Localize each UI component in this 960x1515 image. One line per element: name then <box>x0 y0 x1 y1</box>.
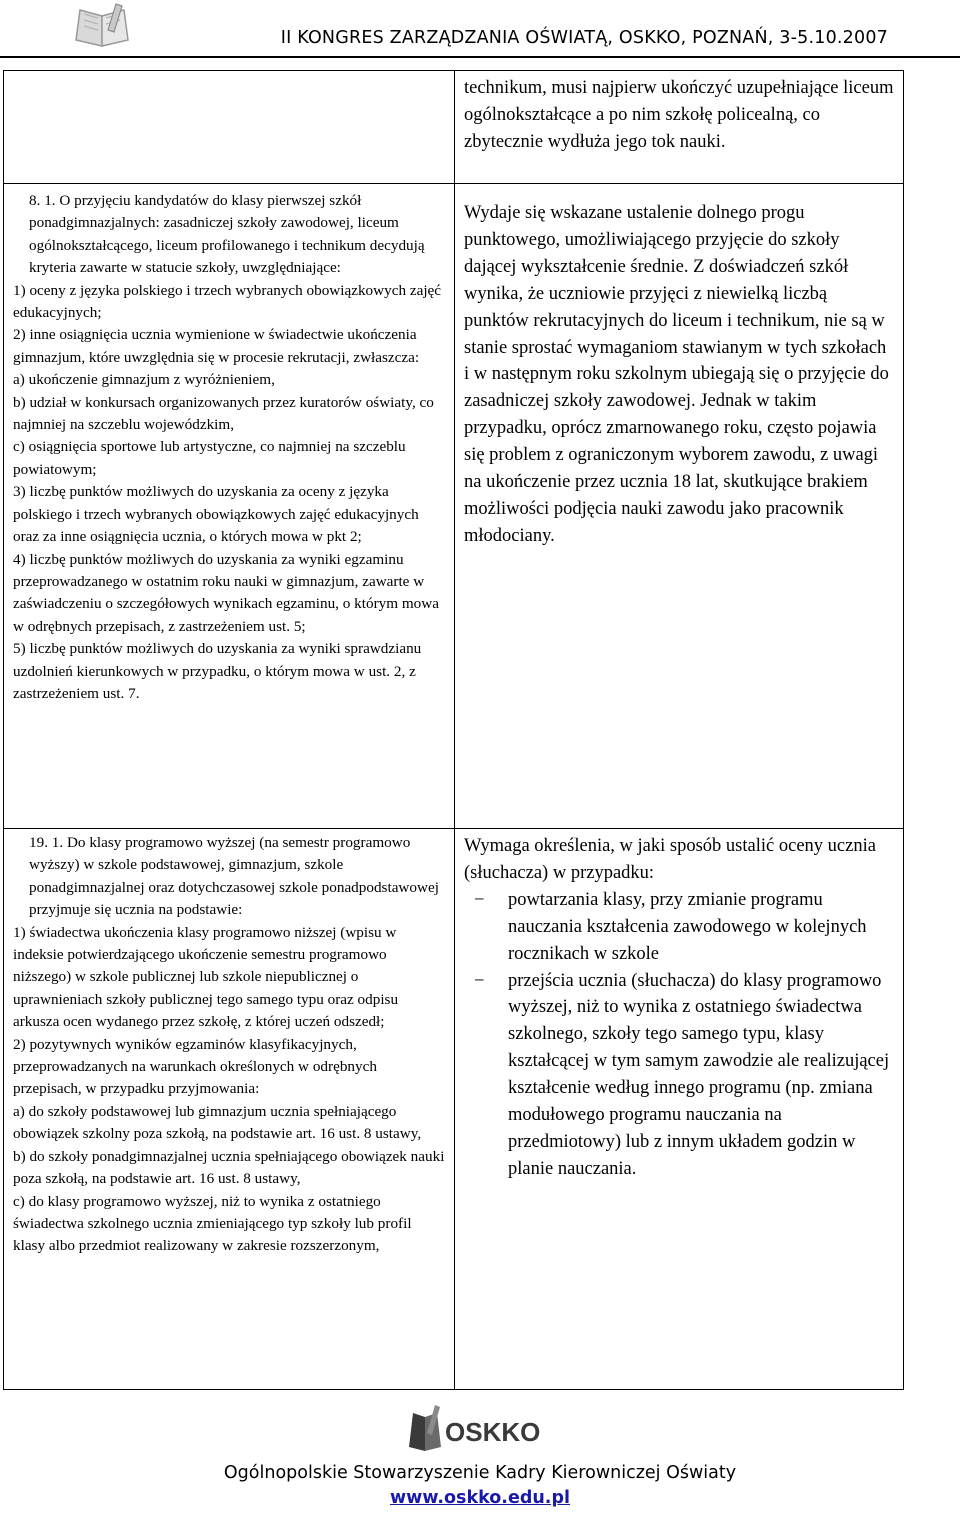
cell-text: technikum, musi najpierw ukończyć uzupełniające liceum ogólnokształcące a po nim szkołę policealną, co zbytecznie wydłuża jego tok nauki. <box>464 78 894 152</box>
list-item: − powtarzania klasy, przy zmianie programu nauczania kształcenia zawodowego w kolejnych rocznikach w szkole <box>464 887 895 968</box>
footer-website-link[interactable]: www.oskko.edu.pl <box>390 1488 570 1508</box>
table-cell-right <box>455 829 904 1390</box>
paragraph: c) do klasy programowo wyższej, niż to wynika z ostatniego świadectwa szkolnego ucznia zmieniającego typ szkoły lub profil klasy albo przedmiot realizowany w zakresie rozszerzonym, <box>13 1192 412 1255</box>
dash-list <box>464 887 895 1183</box>
paragraph: 3) liczbę punktów możliwych do uzyskania za oceny z języka polskiego i trzech wybranych obowiązkowych zajęć edukacyjnych oraz za inne osiągnięcia ucznia, o których mowa w pkt 2; <box>13 483 419 546</box>
paragraph: 5) liczbę punktów możliwych do uzyskania za wyniki sprawdzianu uzdolnień kierunkowych w przypadku, o którym mowa w ust. 2, z zastrzeżeniem ust. 7. <box>13 640 422 702</box>
paragraph: b) do szkoły ponadgimnazjalnej ucznia spełniającego obowiązek nauki poza szkołą, na podstawie art. 16 ust. 8 ustawy, <box>13 1147 445 1188</box>
paragraph: a) do szkoły podstawowej lub gimnazjum ucznia spełniającego obowiązek szkolny poza szkołą, na podstawie art. 16 ust. 8 ustawy, <box>13 1102 422 1143</box>
paragraph: c) osiągnięcia sportowe lub artystyczne, co najmniej na szczeblu powiatowym; <box>13 438 406 478</box>
table-cell-left <box>4 829 455 1390</box>
header-divider <box>0 56 960 58</box>
cell-intro: Wymaga określenia, w jaki sposób ustalić oceny ucznia (słuchacza) w przypadku: <box>464 836 876 883</box>
page-header <box>0 0 960 60</box>
cell-text: Wydaje się wskazane ustalenie dolnego progu punktowego, umożliwiającego przyjęcie do szkoły dającej wykształcenie średnie. Z doświadczeń szkół wynika, że uczniowie przyjęci z niewielką liczbą punktów rekrutacyjnych do liceum i technikum, nie są w stanie sprostać wymaganiom stawianym w tych szkołach i w następnym roku szkolnym ubiegają się o przyjęcie do zasadniczej szkoły zawodowej. Jednak w takim przypadku, oprócz zmarnowanego roku, często pojawia się problem z ograniczonym wyborem zawodu, z uwagi na ukończenie przez ucznia 18 lat, skutkujące brakiem możliwości podjęcia nauki zawodu jako pracownik młodociany. <box>464 203 889 546</box>
table-row <box>4 71 904 184</box>
footer-organization: Ogólnopolskie Stowarzyszenie Kadry Kierowniczej Oświaty <box>223 1463 737 1483</box>
list-item: − przejścia ucznia (słuchacza) do klasy programowo wyższej, niż to wynika z ostatniego świadectwa szkolnego, szkoły tego samego typu, klasy kształcącej w tym samym zawodzie ale realizującej kształcenie według innego programu (np. zmiana modułowego programu nauczania na przedmiotowy) lub z innym układem godzin w planie nauczania. <box>464 968 895 1183</box>
table-row <box>4 184 904 829</box>
paragraph: 19. 1. Do klasy programowo wyższej (na semestr programowo wyższy) w szkole podstawowej, gimnazjum, szkole ponadgimnazjalnej oraz dotychczasowej szkole ponadpodstawowej przyjmuje się ucznia na podstawie: <box>29 834 439 919</box>
paragraph: 2) inne osiągnięcia ucznia wymienione w świadectwie ukończenia gimnazjum, które uwzględnia się w procesie rekrutacji, zwłaszcza: <box>13 326 420 366</box>
table-cell-left <box>4 184 455 829</box>
paragraph: 1) świadectwa ukończenia klasy programowo niższej (wpisu w indeksie potwierdzającego ukończenie semestru programowo niższego) w szkole publicznej lub szkole niepublicznej o uprawnieniach szkoły publicznej tego samego typu oraz odpisu arkusza ocen wydanego przez szkołę, z której uczeń odszedł; <box>13 923 399 1031</box>
oskko-logo <box>405 1403 545 1453</box>
paragraph: 2) pozytywnych wyników egzaminów klasyfikacyjnych, przeprowadzanych na warunkach określonych w odrębnych przepisach, w przypadku przyjmowania: <box>13 1035 377 1098</box>
paragraph: 1) oceny z języka polskiego i trzech wybranych obowiązkowych zajęć edukacyjnych; <box>13 281 442 322</box>
table-cell-right <box>455 184 904 829</box>
book-logo-icon <box>70 0 136 48</box>
table-cell-right <box>455 71 904 184</box>
table-cell-left <box>4 71 455 184</box>
comparison-table <box>3 70 904 1390</box>
paragraph: b) udział w konkursach organizowanych przez kuratorów oświaty, co najmniej na szczeblu wojewódzkim, <box>13 393 434 434</box>
paragraph: 8. 1. O przyjęciu kandydatów do klasy pierwszej szkół ponadgimnazjalnych: zasadniczej szkoły zawodowej, liceum ogólnokształcącego, liceum profilowanego i technikum decydują kryteria zawarte w statucie szkoły, uwzględniające: <box>29 192 425 277</box>
paragraph: a) ukończenie gimnazjum z wyróżnieniem, <box>13 371 275 389</box>
logo-text: OSKKO <box>445 1417 541 1447</box>
paragraph: 4) liczbę punktów możliwych do uzyskania za wyniki egzaminu przeprowadzanego w ostatnim roku nauki w gimnazjum, zawarte w zaświadczeniu o szczegółowych wynikach egzaminu, o którym mowa w odrębnych przepisach, z zastrzeżeniem ust. 5; <box>13 550 439 635</box>
header-title: II KONGRES ZARZĄDZANIA OŚWIATĄ, OSKKO, POZNAŃ, 3-5.10.2007 <box>280 28 888 48</box>
table-row <box>4 829 904 1390</box>
